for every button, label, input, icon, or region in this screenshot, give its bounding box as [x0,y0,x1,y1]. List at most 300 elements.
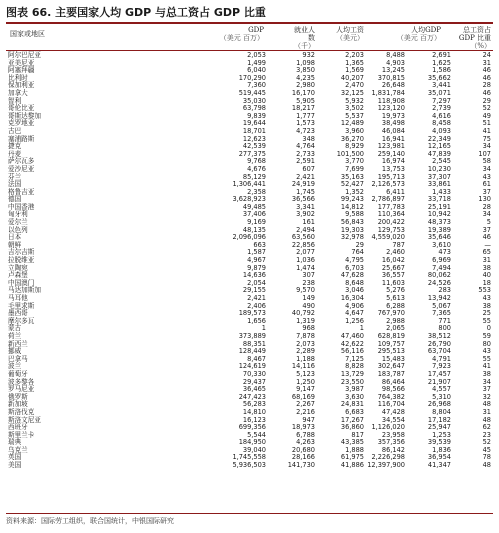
gdp-cell: 699,356 [238,423,266,432]
wage-cell: 1,352 [345,187,364,196]
gdp-per-capita-alt-cell: 7,923 [432,362,451,371]
employment-cell: 2,267 [296,400,315,409]
wage-cell: 2,203 [345,51,364,59]
country-cell: 德国 [8,195,22,204]
wage-cell: 1,888 [345,445,364,454]
country-cell: 马耳他 [8,294,28,302]
wage-share-cell: 29 [482,96,491,105]
gdp-per-capita-cell: 6,288 [386,301,405,310]
gdp-per-capita-cell: 36,557 [381,271,405,280]
gdp-per-capita-cell: 302,647 [377,362,405,371]
wage-cell: 35,163 [340,172,364,181]
wage-cell: 3,770 [345,157,364,166]
country-cell: 乌克兰 [8,445,28,454]
gdp-per-capita-alt-cell: 80,062 [427,271,451,280]
wage-cell: 56,843 [340,218,364,227]
gdp-per-capita-alt-cell: 17,182 [427,415,451,424]
employment-cell: 2,591 [296,157,315,166]
wage-cell: 36,860 [340,423,364,432]
gdp-per-capita-alt-cell: 8,804 [432,407,451,416]
wage-share-cell: 28 [482,81,491,90]
wage-cell: 43,385 [340,438,364,447]
table-row [6,234,493,242]
gdp-cell: 49,485 [242,202,266,211]
wage-cell: 764 [351,248,364,257]
employment-cell: 9,570 [296,286,315,295]
gdp-per-capita-cell: 86,142 [381,445,405,454]
wage-share-cell: 23 [482,430,491,439]
gdp-per-capita-alt-cell: 36,954 [427,453,451,462]
wage-share-cell: 37 [482,385,491,394]
gdp-cell: 519,445 [238,88,266,97]
gdp-per-capita-cell: 787 [392,240,405,249]
gdp-per-capita-alt-cell: 33,861 [427,180,451,189]
wage-share-cell: 34 [482,142,491,151]
gdp-per-capita-alt-cell: 2,691 [432,51,451,59]
gdp-cell: 39,040 [242,445,266,454]
country-cell: 荷兰 [8,331,22,340]
wage-share-cell: 553 [478,286,491,295]
gdp-cell: 1,306,441 [232,180,266,189]
gdp-cell: 63,798 [242,104,266,113]
wage-cell: 101,500 [336,149,364,158]
wage-cell: 5,537 [345,111,364,120]
gdp-per-capita-alt-cell: 7,297 [432,96,451,105]
country-cell: 马达加斯加 [8,286,41,295]
gdp-per-capita-alt-cell: 1,625 [432,58,451,67]
header-country: 国家或地区 [10,30,45,38]
wage-cell: 61,975 [340,453,364,462]
gdp-per-capita-cell: 46,084 [381,126,405,135]
gdp-per-capita-alt-cell: 1,253 [432,430,451,439]
employment-cell: 2,980 [296,81,315,90]
gdp-cell: 9,768 [247,157,266,166]
header-wage: 人均工资 （美元） [336,26,364,42]
country-cell: 以色列 [8,225,28,234]
gdp-cell: 2,054 [247,278,266,287]
wage-share-cell: 46 [482,233,491,242]
header-employment: 就业人数 （千） [294,26,315,50]
gdp-per-capita-alt-cell: 800 [438,324,451,333]
gdp-per-capita-cell: 767,970 [377,309,405,318]
wage-cell: 7,125 [345,354,364,363]
country-cell: 毛里求斯 [8,301,35,310]
gdp-per-capita-cell: 295,513 [377,347,405,356]
gdp-per-capita-cell: 34,554 [381,415,405,424]
gdp-per-capita-alt-cell: 6,969 [432,256,451,265]
gdp-per-capita-alt-cell: 26,790 [427,339,451,348]
gdp-per-capita-cell: 370,815 [377,73,405,82]
gdp-per-capita-cell: 357,356 [377,438,405,447]
country-cell: 格鲁吉亚 [8,187,35,196]
wage-share-cell: 48 [482,400,491,409]
country-cell: 匈牙利 [8,210,28,219]
employment-cell: 161 [302,218,315,227]
wage-cell: 2,470 [345,81,364,90]
wage-cell: 32,125 [340,88,364,97]
employment-cell: 3,341 [296,202,315,211]
wage-share-cell: 38 [482,369,491,378]
country-cell: 芬兰 [8,172,22,181]
gdp-per-capita-cell: 15,483 [381,354,405,363]
gdp-per-capita-alt-cell: 4,093 [432,126,451,135]
gdp-cell: 2,406 [247,301,266,310]
gdp-cell: 4,676 [247,164,266,173]
employment-cell: 20,680 [291,445,315,454]
wage-cell: 6,683 [345,407,364,416]
gdp-per-capita-cell: 2,126,573 [371,180,405,189]
wage-cell: 40,207 [340,73,364,82]
gdp-per-capita-alt-cell: 2,545 [432,157,451,166]
gdp-per-capita-cell: 38,498 [381,119,405,128]
employment-cell: 22,856 [291,240,315,249]
gdp-per-capita-alt-cell: 10,942 [427,210,451,219]
gdp-per-capita-cell: 183,787 [377,369,405,378]
gdp-cell: 1,587 [247,248,266,257]
gdp-per-capita-cell: 123,981 [377,142,405,151]
gdp-per-capita-alt-cell: 7,494 [432,263,451,272]
gdp-per-capita-alt-cell: 10,230 [427,164,451,173]
wage-cell: 47,460 [340,331,364,340]
gdp-per-capita-cell: 16,941 [381,134,405,143]
wage-share-cell: 43 [482,347,491,356]
wage-cell: 99,243 [340,195,364,204]
wage-share-cell: 49 [482,111,491,120]
employment-cell: 149 [302,294,315,302]
gdp-per-capita-alt-cell: 3,441 [432,81,451,90]
wage-cell: 52,427 [340,180,364,189]
header-wage-share: 总工资占GDP 比重 （%） [458,26,491,50]
wage-share-cell: 41 [482,126,491,135]
country-cell: 阿尔巴尼亚 [8,51,41,59]
gdp-per-capita-cell: 118,908 [377,96,405,105]
wage-share-cell: 55 [482,354,491,363]
gdp-per-capita-cell: 86,464 [381,377,405,386]
gdp-per-capita-cell: 23,958 [381,430,405,439]
country-cell: 立陶宛 [8,263,28,272]
employment-cell: 1,188 [296,354,315,363]
country-cell: 阿塞拜疆 [8,66,35,75]
wage-cell: 5,932 [345,96,364,105]
wage-share-cell: 38 [482,301,491,310]
employment-cell: 5,905 [296,96,315,105]
gdp-per-capita-cell: 116,704 [377,400,405,409]
gdp-per-capita-cell: 16,974 [381,157,405,166]
gdp-per-capita-alt-cell: 12,165 [427,142,451,151]
gdp-cell: 29,437 [242,377,266,386]
gdp-per-capita-alt-cell: 24,526 [427,278,451,287]
wage-cell: 4,906 [345,301,364,310]
gdp-per-capita-alt-cell: 17,457 [427,369,451,378]
wage-cell: 817 [351,430,364,439]
employment-cell: 7,878 [296,331,315,340]
gdp-per-capita-cell: 5,613 [386,294,405,302]
wage-share-cell: 59 [482,331,491,340]
employment-cell: 3,850 [296,66,315,75]
wage-cell: 56,116 [340,347,364,356]
gdp-cell: 14,636 [242,271,266,280]
country-cell: 哥伦比亚 [8,104,35,113]
wage-share-cell: 52 [482,104,491,113]
gdp-cell: 6,040 [247,66,266,75]
wage-cell: 1 [359,324,364,333]
employment-cell: 18,973 [291,423,315,432]
country-cell: 英国 [8,453,22,462]
gdp-per-capita-cell: 110,364 [377,210,405,219]
wage-share-cell: 52 [482,438,491,447]
gdp-cell: 56,283 [242,400,266,409]
gdp-per-capita-cell: 177,783 [377,202,405,211]
wage-cell: 23,550 [340,377,364,386]
country-cell: 丹麦 [8,149,22,158]
gdp-cell: 277,375 [238,149,266,158]
country-cell: 亚美尼亚 [8,58,35,67]
source-note: 资料来源：国际劳工组织，联合国统计，中银国际研究 [6,517,174,525]
gdp-per-capita-alt-cell: 4,616 [432,111,451,120]
country-cell: 捷克 [8,142,22,151]
gdp-cell: 2,421 [247,294,266,302]
wage-share-cell: 37 [482,225,491,234]
gdp-per-capita-alt-cell: 35,071 [427,88,451,97]
gdp-per-capita-alt-cell: 2,739 [432,104,451,113]
gdp-per-capita-alt-cell: 48,373 [427,218,451,227]
country-cell: 萨尔瓦多 [8,157,35,166]
gdp-cell: 8,467 [247,354,266,363]
gdp-per-capita-cell: 13,245 [381,66,405,75]
wage-share-cell: 46 [482,73,491,82]
country-cell: 吉尔吉斯 [8,248,35,257]
country-cell: 巴拿马 [8,354,28,363]
gdp-cell: 1,499 [247,58,266,67]
gdp-per-capita-alt-cell: 8,458 [432,119,451,128]
gdp-per-capita-alt-cell: 1,433 [432,187,451,196]
wage-share-cell: 61 [482,180,491,189]
gdp-cell: 4,967 [247,256,266,265]
gdp-cell: 2,053 [247,51,266,59]
gdp-cell: 12,623 [242,134,266,143]
gdp-cell: 70,330 [242,369,266,378]
wage-share-cell: 78 [482,453,491,462]
wage-share-cell: 37 [482,187,491,196]
employment-cell: 968 [302,324,315,333]
gdp-per-capita-alt-cell: 21,907 [427,377,451,386]
gdp-per-capita-cell: 2,988 [386,316,405,325]
wage-cell: 3,630 [345,392,364,401]
wage-share-cell: 51 [482,119,491,128]
gdp-per-capita-cell: 5,276 [386,286,405,295]
country-cell: 朝鲜 [8,240,22,249]
gdp-per-capita-cell: 16,042 [381,256,405,265]
gdp-per-capita-cell: 764,382 [377,392,405,401]
gdp-per-capita-cell: 628,819 [377,331,405,340]
wage-share-cell: 40 [482,271,491,280]
gdp-per-capita-alt-cell: 41,347 [427,461,451,470]
employment-cell: 2,733 [296,149,315,158]
wage-cell: 1,256 [345,316,364,325]
country-cell: 智利 [8,96,22,105]
country-cell: 葡萄牙 [8,369,28,378]
country-cell: 拉脱维亚 [8,256,35,265]
wage-share-cell: 65 [482,248,491,257]
gdp-cell: 189,573 [238,309,266,318]
employment-cell: 4,723 [296,126,315,135]
wage-cell: 7,699 [345,164,364,173]
gdp-cell: 14,810 [242,407,266,416]
wage-share-cell: 18 [482,278,491,287]
gdp-per-capita-cell: 11,603 [381,278,405,287]
wage-cell: 3,046 [345,286,364,295]
gdp-per-capita-cell: 47,428 [381,407,405,416]
wage-cell: 16,304 [340,294,364,302]
country-cell: 新西兰 [8,339,28,348]
gdp-per-capita-cell: 1,126,020 [371,423,405,432]
gdp-cell: 29,155 [242,286,266,295]
wage-cell: 14,812 [340,202,364,211]
gdp-cell: 9,879 [247,263,266,272]
wage-cell: 3,987 [345,385,364,394]
wage-share-cell: 107 [478,149,491,158]
country-cell: 波兰 [8,362,22,371]
country-cell: 摩尔多瓦 [8,316,35,325]
country-cell: 加拿大 [8,88,28,97]
gdp-per-capita-alt-cell: 63,704 [427,347,451,356]
wage-cell: 4,795 [345,256,364,265]
wage-cell: 6,703 [345,263,364,272]
wage-cell: 24,831 [340,400,364,409]
gdp-per-capita-cell: 259,140 [377,149,405,158]
wage-cell: 3,960 [345,126,364,135]
wage-share-cell: 46 [482,88,491,97]
employment-cell: 1,036 [296,256,315,265]
country-cell: 斯洛文尼亚 [8,415,41,424]
gdp-per-capita-cell: 6,411 [386,187,405,196]
wage-share-cell: 25 [482,309,491,318]
gdp-cell: 373,889 [238,331,266,340]
wage-cell: 32,978 [340,233,364,242]
gdp-per-capita-cell: 195,713 [377,172,405,181]
employment-cell: 2,216 [296,407,315,416]
employment-cell: 4,263 [296,438,315,447]
wage-cell: 4,647 [345,309,364,318]
data-table [6,52,493,470]
wage-share-cell: 41 [482,362,491,371]
gdp-cell: 1,745,558 [232,453,266,462]
country-cell: 哥斯达黎加 [8,111,41,120]
wage-cell: 47,628 [340,271,364,280]
gdp-per-capita-alt-cell: 35,662 [427,73,451,82]
employment-cell: 490 [302,301,315,310]
employment-cell: 5,123 [296,369,315,378]
wage-cell: 9,588 [345,210,364,219]
wage-share-cell: 55 [482,316,491,325]
gdp-per-capita-alt-cell: 33,718 [427,195,451,204]
gdp-per-capita-alt-cell: 37,307 [427,172,451,181]
wage-share-cell: 34 [482,210,491,219]
gdp-per-capita-cell: 2,226,298 [371,453,405,462]
employment-cell: 36,566 [291,195,315,204]
gdp-cell: 2,096,096 [232,233,266,242]
country-cell: 墨西哥 [8,309,28,318]
gdp-per-capita-cell: 4,903 [386,58,405,67]
wage-cell: 8,648 [345,278,364,287]
wage-cell: 13,729 [340,369,364,378]
employment-cell: 1,319 [296,316,315,325]
table-row [6,318,493,326]
gdp-per-capita-alt-cell: 3,610 [432,240,451,249]
employment-cell: 947 [302,415,315,424]
employment-cell: 28,166 [291,453,315,462]
country-cell: 爱沙尼亚 [8,164,35,173]
gdp-per-capita-alt-cell: 771 [438,316,451,325]
gdp-cell: 3,628,923 [232,195,266,204]
country-cell: 新加坡 [8,400,28,409]
wage-share-cell: 0 [486,324,491,333]
gdp-cell: 36,465 [242,385,266,394]
wage-cell: 8,828 [345,362,364,371]
wage-cell: 36,270 [340,134,364,143]
employment-cell: 2,494 [296,225,315,234]
wage-cell: 8,929 [345,142,364,151]
gdp-cell: 128,449 [238,347,266,356]
gdp-per-capita-cell: 25,667 [381,263,405,272]
gdp-cell: 247,423 [238,392,266,401]
gdp-per-capita-alt-cell: 26,968 [427,400,451,409]
wage-share-cell: 75 [482,134,491,143]
top-rule [6,22,493,24]
country-cell: 克罗地亚 [8,119,35,128]
gdp-cell: 9,839 [247,111,266,120]
country-cell: 罗马尼亚 [8,385,35,394]
gdp-per-capita-alt-cell: 35,646 [427,233,451,242]
gdp-cell: 7,360 [247,81,266,90]
gdp-per-capita-alt-cell: 13,942 [427,294,451,302]
gdp-cell: 1,656 [247,316,266,325]
employment-cell: 18,217 [291,104,315,113]
country-cell: 保加利亚 [8,81,35,90]
gdp-cell: 85,129 [242,172,266,181]
wage-cell: 19,303 [340,225,364,234]
country-cell: 波多黎各 [8,377,35,386]
employment-cell: 3,902 [296,210,315,219]
gdp-per-capita-alt-cell: 283 [438,286,451,295]
country-cell: 比利时 [8,73,28,82]
gdp-per-capita-alt-cell: 1,586 [432,66,451,75]
wage-share-cell: 24 [482,51,491,59]
wage-share-cell: 48 [482,461,491,470]
page-title: 图表 66. 主要国家人均 GDP 与总工资占 GDP 比重 [6,6,266,19]
gdp-per-capita-cell: 13,753 [381,164,405,173]
wage-share-cell: 80 [482,339,491,348]
gdp-cell: 663 [253,240,266,249]
gdp-per-capita-cell: 8,488 [386,51,405,59]
wage-share-cell: 130 [478,195,491,204]
gdp-per-capita-alt-cell: 7,365 [432,309,451,318]
gdp-cell: 5,544 [247,430,266,439]
gdp-per-capita-alt-cell: 4,791 [432,354,451,363]
country-cell: 中国澳门 [8,278,35,287]
gdp-per-capita-alt-cell: 22,349 [427,134,451,143]
wage-cell: 17,267 [340,415,364,424]
country-cell: 古巴 [8,126,22,135]
employment-cell: 40,792 [291,309,315,318]
gdp-cell: 184,950 [238,438,266,447]
employment-cell: 348 [302,134,315,143]
gdp-per-capita-alt-cell: 19,389 [427,225,451,234]
wage-share-cell: 31 [482,58,491,67]
gdp-cell: 16,123 [242,415,266,424]
gdp-per-capita-cell: 4,559,020 [371,233,405,242]
employment-cell: 1,098 [296,58,315,67]
